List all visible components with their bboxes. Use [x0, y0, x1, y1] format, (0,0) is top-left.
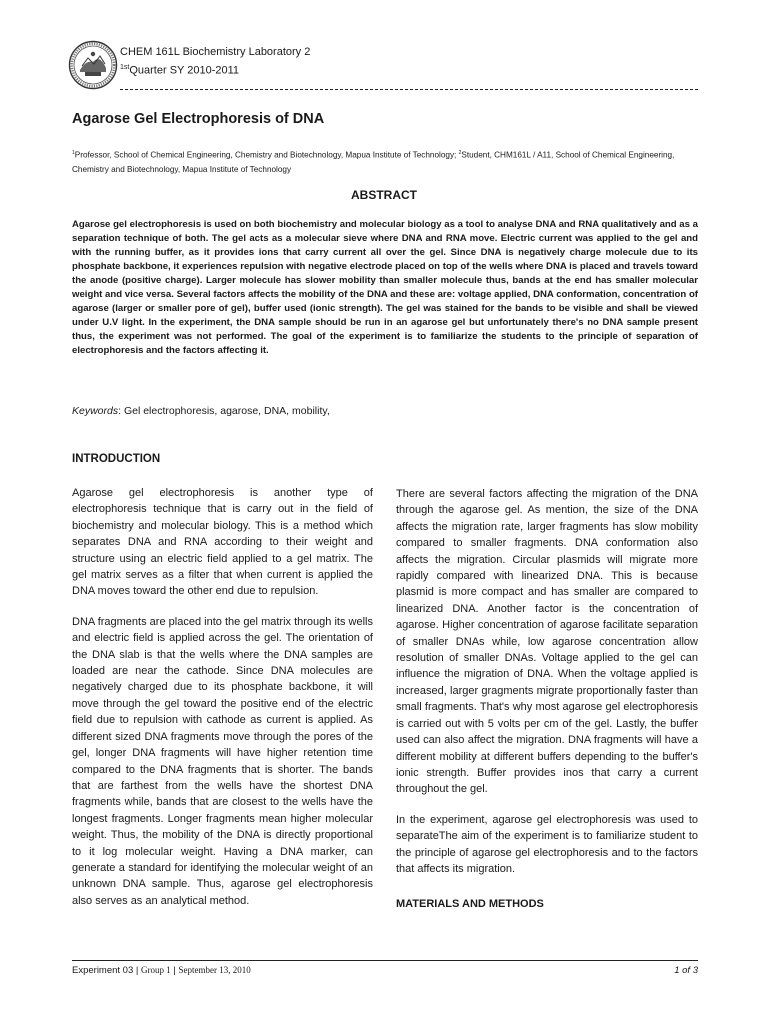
introduction-heading: INTRODUCTION: [72, 453, 161, 465]
intro-paragraph-4: In the experiment, agarose gel electrophoresis was used to separateThe aim of the experiment is to familiarize student to the principle of agarose gel electrophoresis and to the factors that affects its migration.: [396, 813, 698, 875]
keywords-label: Keywords: [72, 405, 119, 417]
page-number: 1 of 3: [674, 965, 698, 976]
course-name: CHEM 161L Biochemistry Laboratory 2: [120, 46, 311, 58]
footer-separator: |: [135, 965, 139, 976]
course-header: [120, 45, 310, 79]
author-affiliation: [72, 146, 702, 177]
affil-text-2: Student, CHM161L / A11, School of Chemical Engineering, Chemistry and Biotechnology, Mapua Institute of Technology: [72, 150, 675, 174]
abstract-heading: ABSTRACT: [351, 188, 417, 202]
intro-paragraph-1: Agarose gel electrophoresis is another type of electrophoresis technique that is carry out in the field of biochemistry and molecular biology. This is a method which separates DNA and RNA according to their weight and structure using an electric field applied to a gel matrix. The gel matrix serves as a filter that when current is applied the DNA moves toward the other end due to repulsion.: [72, 487, 373, 598]
footer-divider: [72, 960, 698, 961]
materials-heading: MATERIALS AND METHODS: [396, 898, 544, 910]
affil-text-1: Professor, School of Chemical Engineering, Chemistry and Biotechnology, Mapua Institute of Technology;: [74, 150, 459, 160]
quarter-text: Quarter SY 2010-2011: [129, 64, 240, 77]
university-seal-icon: [68, 40, 118, 90]
intro-paragraph-2: DNA fragments are placed into the gel matrix through its wells and electric field is applied across the gel. The orientation of the DNA slab is that the wells where the DNA samples are loaded are near the cathode. Since DNA molecules are negatively charged due to its phosphate backbone, it will move through the gel toward the positive end of the electric field due to repulsion with cathode as current is applied. As different sized DNA fragments move through the pores of the gel, longer DNA fragments will have higher retention time compared to the DNA fragments that is shorter. The bands that are farthest from the wells have the shortest DNA fragments while, bands that are closest to the wells have the longest fragments. Longer fragments mean higher molecular weight. Thus, the mobility of the DNA is directly proportional to it log molecular weight. Having a DNA marker, can generate a standard for identifying the molecular weight of an unknown DNA sample. Thus, agarose gel electrophoresis also serves as an analytical method.: [72, 615, 373, 907]
header-divider: [120, 89, 698, 90]
abstract-body: Agarose gel electrophoresis is used on both biochemistry and molecular biology as a tool to analyse DNA and RNA qualitatively and as a separation technique of both. The gel acts as a molecular sieve where DNA and RNA move. Electric current was applied to the gel and with the running buffer, as it provides ions that carry current all over the gel. Since DNA is negatively charge molecule due to its phosphate backbone, it experiences repulsion with negative electrode placed on top of the wells where DNA is placed and travels toward the anode (positive charge). Larger molecule has slower mobility than smaller molecule thus, bands at the end has smaller molecular weight and vice versa. Several factors affects the mobility of the DNA and these are: voltage applied, DNA conformation, concentration of agarose (larger or smaller pore of gel), buffer used (ionic strength). The gel was stained for the bands to be visible and shall be viewed under U.V light. In the experiment, the DNA sample should be run in an agarose gel but unfortunately there's no DNA sample present thus, the experiment was not performed. The goal of the experiment is to familiarize the students to the principle of separation of electrophoresis and the factors affecting it.: [72, 219, 698, 356]
footer-info: [72, 965, 251, 976]
intro-paragraph-3: There are several factors affecting the migration of the DNA through the agarose gel. As mention, the size of the DNA affects the migration rate, larger fragments has slow mobility compared to smaller fragments. DNA conformation also affects the migration. Circular plasmids will migrate more rapidly compared with linearized DNA. This is because plasmid is more compact and has smaller are compared to linearized DNA. Another factor is the concentration of agarose. Higher concentration of agarose facilitate separation of smaller DNAs while, low agarose concentration allow resolution of smaller DNAs. Voltage applied to the gel can influence the migration of DNA. When the voltage applied is increased, larger gragments migrate proportionally faster than small fragments. That's why most agarose gel electrophoresis is carried out with 5 volts per cm of the gel. Lastly, the buffer used can also affect the migration. DNA fragments will have a different mobility at different buffers depending to the buffer's ionic strength. Buffer provides inos that carry a current throughout the gel.: [396, 488, 698, 796]
footer-experiment: Experiment 03: [72, 965, 134, 976]
quarter-ordinal: 1st: [120, 64, 130, 71]
affil-marker-2: 2: [458, 150, 462, 156]
keywords-line: [72, 405, 330, 417]
affil-marker-1: 1: [72, 150, 75, 156]
footer-separator: |: [173, 965, 176, 976]
keywords-text: : Gel electrophoresis, agarose, DNA, mobility,: [118, 405, 330, 417]
right-column: [396, 486, 698, 891]
footer-date: September 13, 2010: [178, 965, 251, 975]
footer-group: Group 1: [141, 965, 171, 975]
course-quarter: [120, 60, 310, 79]
left-column: [72, 485, 373, 923]
paper-title: Agarose Gel Electrophoresis of DNA: [72, 111, 325, 127]
